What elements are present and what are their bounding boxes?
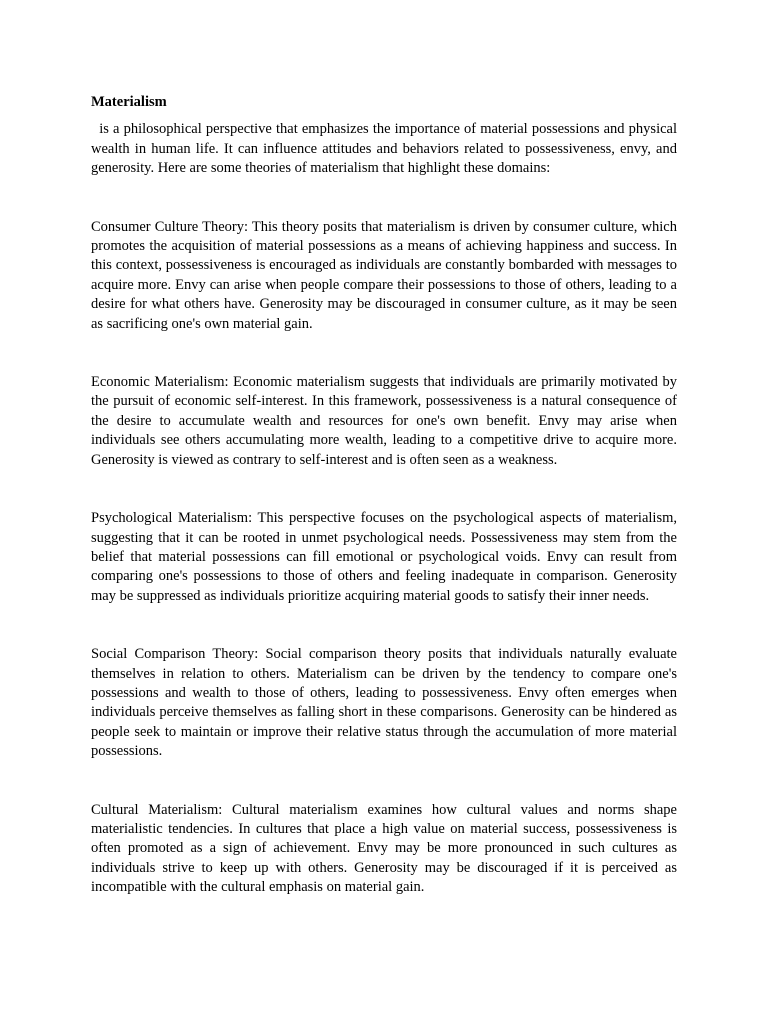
section-social-comparison-theory: Social Comparison Theory: Social comparison theory posits that individuals naturally evaluate themselves in relation to others. Materialism can be driven by the tendency to compare one's possessions and wealth to those of others, leading to possessiveness. Envy often emerges when individuals perceive themselves as falling short in these comparisons. Generosity can be hindered as people seek to maintain or improve their relative status through the accumulation of more material possessions. — [91, 646, 677, 760]
intro-paragraph — [91, 120, 677, 178]
document-title: Materialism — [91, 94, 167, 110]
document-page — [91, 93, 677, 937]
section-consumer-culture-theory: Consumer Culture Theory: This theory posits that materialism is driven by consumer culture, which promotes the acquisition of material possessions as a means of achieving happiness and success. In this context, possessiveness is encouraged as individuals are constantly bombarded with messages to acquire more. Envy can arise when people compare their possessions to those of others, leading to a desire for what others have. Generosity may be discouraged in consumer culture, as it may be seen as sacrificing one's own material gain. — [91, 218, 677, 332]
section-economic-materialism: Economic Materialism: Economic materialism suggests that individuals are primarily motivated by the pursuit of economic self-interest. In this framework, possessiveness is a natural consequence of the desire to accumulate wealth and resources for one's own benefit. Envy may arise when individuals see others accumulating more wealth, leading to a competitive drive to acquire more. Generosity is viewed as contrary to self-interest and is often seen as a weakness. — [91, 374, 677, 468]
intro-lead-space — [91, 121, 99, 137]
intro-text: is a philosophical perspective that emphasizes the importance of material possessions and physical wealth in human life. It can influence attitudes and behaviors related to possessiveness, envy, and generosity. Here are some theories of materialism that highlight these domains: — [91, 121, 677, 177]
section-cultural-materialism: Cultural Materialism: Cultural materialism examines how cultural values and norms shape materialistic tendencies. In cultures that place a high value on material success, possessiveness is often promoted as a sign of achievement. Envy may be more pronounced in such cultures as individuals strive to keep up with others. Generosity may be discouraged if it is perceived as incompatible with the cultural emphasis on material gain. — [91, 801, 677, 896]
section-psychological-materialism: Psychological Materialism: This perspective focuses on the psychological aspects of materialism, suggesting that it can be rooted in unmet psychological needs. Possessiveness may stem from the belief that material possessions can fill emotional or psychological voids. Envy can result from comparing one's possessions to those of others and feeling inadequate in comparison. Generosity may be suppressed as individuals prioritize acquiring material goods to satisfy their inner needs. — [91, 510, 677, 604]
